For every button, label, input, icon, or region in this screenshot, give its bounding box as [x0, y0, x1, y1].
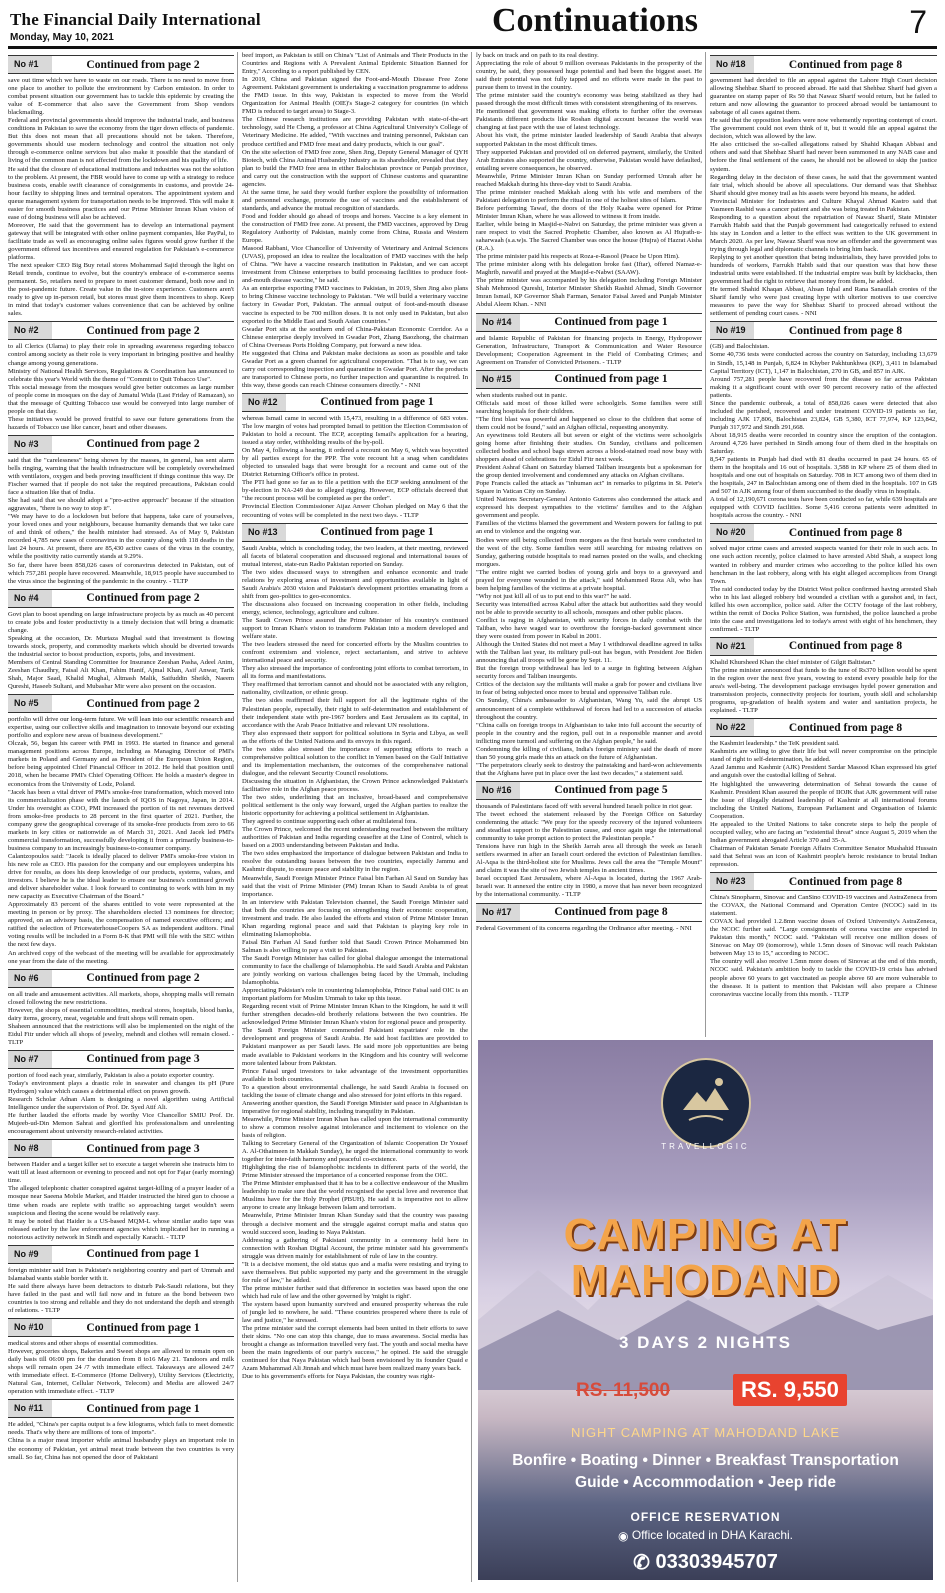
article-number: No #21	[710, 638, 754, 655]
article-title: Continued from page 1	[554, 373, 668, 386]
article-heading	[242, 393, 468, 412]
article-number: No #3	[8, 436, 52, 453]
article-title: Continued from page 2	[86, 592, 200, 605]
article-heading	[8, 1139, 234, 1158]
column-divider	[237, 52, 238, 1582]
ad-headline: CAMPING AT MAHODAND	[563, 1210, 848, 1305]
phone-number-text: 03303945707	[655, 1550, 778, 1573]
location-pin-icon: ◉	[617, 1528, 629, 1543]
article-body: Saudi Arabia, which is concluding today, the two leaders, at their meeting, reviewed all facets of bilateral cooperation and discussed regional and international issues of mutual interest, state-run Radio Pakistan reported on Sunday. The two sides discussed ways to strengthen and enhance economic and trade relations by exploring areas of investment and opportunities available in light of Saudi Arabia's 2030 vision and Pakistan's development priorities emanating from a shift from geo-politics to geo-economics. The discussions also focused on increasing cooperation in other fields, including energy, science, technology, agriculture and culture. The Saudi Crown Prince assured the Prime Minister of his country's continued support to Imran Khan's vision to transform Pakistan into a modern developed and welfare state. The two leaders stressed the need for concerted efforts by the Muslim countries to confront extremism and violence, reject sectarianism, and strive to achieve international peace and security. They also stressed the importance of confronting joint efforts to combat terrorism, in all its forms and manifestations. They reaffirmed that terrorism cannot and should not be associated with any religion, nationality, civilization, or ethnic group. The two sides reaffirmed their full support for all the legitimate rights of the Palestinian people, especially, their right to self-determination and establishment of their independent state with pre-1967 borders and East Jerusalem as its capital, in accordance with the Arab Peace Initiative and relevant UN resolutions. They also expressed their support for political solutions in Syria and Libya, as well as the efforts of the United Nations and its envoys in this regard. The two sides also stressed the importance of supporting efforts to reach a comprehensive political solution to the conflict in Yemen based on the Gulf Initiative and its implementation mechanism, the outcomes of the comprehensive national dialogue, and the relevant Security Council resolutions. Discussing the situation in Afghanistan, the Crown Prince acknowledged Pakistan's facilitative role in the Afghan peace process. The two sides, underlining that an inclusive, broad-based and comprehensive political settlement is the only way forward, urged the Afghan parties to realize the historic opportunity for achieving a political settlement in Afghanistan. They agreed to continue supporting each other at multilateral fora. The Crown Prince, welcomed the recent understanding reached between the military authorities of Pakistan and India regarding ceasefire at the Line of Control, which is based on a 2003 understanding between Pakistan and India. The two sides emphasized the importance of dialogue between Pakistan and India to resolve the outstanding issues between the two countries, especially Jammu and Kashmir dispute, to ensure peace and stability in the region. Meanwhile, Saudi Foreign Minister Prince Faisal bin Farhan Al Saud on Sunday has said that the visit of Prime Minister (PM) Imran Khan to Saudi Arabia is of great importance. In an interview with Pakistan Television channel, the Saudi Foreign Minister said that both the countries are focusing on strengthening their economic cooperation, investment and trade. He also lauded the efforts and vision of Prime Minister Imran Khan regarding regional peace and said that Pakistan is playing key role in eliminating Islamophobia. Faisal Bin Farhan Al Saud further told that Saudi Crown Prince Mohammed bin Salman is also willing to pay a visit to Pakistan. The Saudi Foreign Minister has called for global dialogue amongst the international community to face the challenge of Islamophobia. He said Saudi Arabia and Pakistan are jointly working on various challenges being faced by the Ummah, including Islamophobia. Appreciating Pakistan's role in countering Islamophobia, Prince Faisal said OIC is an important platform for Muslim Ummah to take up this issue. Regarding recent visit of Prime Minister Imran Khan to the Kingdom, he said it will further strengthen decades-old brotherly relations between the two countries. He acknowledged Prime Minister Imran Khan's vision for regional peace and prosperity. The Saudi Foreign Minister commended Pakistani expatriates' role in the development and progress of Saudi Arabia. He said host facilities are provided to Pakistani manpower as per Saudi laws. He said more job opportunities are being made available to Pakistani workers in the Kingdom and his country will welcome more talented labour from Pakistan. Prince Faisal urged investors to take advantage of the investment opportunities available in both countries. To a question about environmental challenge, he said Saudi Arabia is focused on tackling the issue of climate change and also stressed for joint efforts in this regard. Answering another question, the Saudi Foreign Minister said peace in Afghanistan is imperative for regional stability, including tranquility in Pakistan. Meanwhile, Prime Minister Imran Khan has called upon the international community to show a common resolve against intolerance and incitement to violence on the basis of religion. Talking to Secretary General of the Organization of Islamic Cooperation Dr Yousef A. Al-Othaimeen in Makkah Sunday), he urged the international community to work together for inter-faith harmony and peaceful co-existence. Highlighting the rise of Islamophobic incidents in different parts of the world, the Prime Minister stressed the importance of a concerted response from the OIC. The Prime Minister emphasised that it has to be a collective endeavour of the Muslim leadership to make sure that the world recognised the special love and reverence that Muslims have for the Holy Prophet (PBUH). He said it is imperative not to allow anyone to create any linkage between Islam and terrorism. Meanwhile, Prime Minister Imran Khan Sunday said that the country was passing through a decisive moment and the struggle against corrupt mafia and status quo would succeed soon, leading to Naya Pakistan. Addressing a gathering of Pakistani community in a ceremony held here in connection with Roshan Digital Account, the prime minister said his government's struggle was driven mainly for establishment of rule of law in the country. "It is a decisive moment, the old status quo and a mafia were resisting and trying to save themselves. But public supported my party and the government in the struggle for rule of law," he added. The prime minister further said that difference in societies was based upon the one which had rule of law and the other governed by 'might is right'. The system based upon humanity survived and ensured prosperity whereas the rule of jungle led to nowhere, he said. "These countries prospered where there is rule of law and justice," he stressed. The prime minister said the corrupt elements had been united in their efforts to save their skins. "No one can stop this change, due to mass awareness. Social media has brought a change as information travelled very fast. The youth and social media have been the main ingredients of our party's success," he opined. He said the struggle continued for that Naya Pakistan which had been envisioned by its founder Quaid e Azam Muhammad Ali Jinnah and which must have been realized many years back. Due to his government's efforts for Naya Pakistan, the country was right-	[242, 544, 468, 1381]
page-number: 7	[909, 4, 927, 40]
article	[710, 55, 937, 318]
article-number: No #15	[476, 371, 520, 388]
article-title: Continued from page 8	[788, 875, 903, 888]
article-number: No #10	[8, 1319, 52, 1336]
new-price: RS. 9,550	[733, 1374, 847, 1406]
article-number: No #18	[710, 56, 754, 73]
article-title: Continued from page 2	[86, 697, 200, 710]
brand-name: TRAVELLOGIC	[661, 1142, 750, 1151]
article	[476, 903, 702, 933]
issue-date: Monday, May 10, 2021	[10, 32, 114, 43]
paper-name: The Financial Daily International	[10, 10, 261, 29]
article-heading	[710, 637, 937, 656]
article-title: Continued from page 2	[86, 972, 200, 985]
article-heading	[476, 781, 702, 800]
section-title: Continuations	[492, 2, 698, 39]
article	[8, 1318, 234, 1396]
article	[710, 321, 937, 520]
article-number: No #11	[8, 1400, 52, 1417]
article-number: No #23	[710, 873, 754, 890]
article	[8, 1399, 234, 1461]
old-price: RS. 11,500	[576, 1380, 671, 1401]
article-title: Continued from page 1	[320, 396, 434, 409]
article-body: to all Clerics (Ulama) to play their role in spreading awareness regarding tobacco control among society as their role is very important in bringing positive and healthy change among young generations. Ministry of National Health Services, Regulations & Coordination has announced to celebrate this year's World with the theme of "Commit to Quit Tobacco Use". This social message from the mosques would give better outcomes as large number of people come in mosques on the day of Jumatul Wida (Last Friday of Ramazan), so that the message of Quitting Tobacco use would be conveyed into large number of people on that day. These initiatives would be proved fruitful to save our future generations from the hazards of Tobacco use like cancer, heart and other diseases.	[8, 343, 234, 431]
article	[476, 313, 702, 367]
article-title: Continued from page 1	[320, 526, 434, 539]
article-number: No #4	[8, 590, 52, 607]
article-number: No #14	[476, 314, 520, 331]
column-2	[242, 52, 468, 1582]
article-title: Continued from page 8	[554, 906, 668, 918]
article-heading	[710, 321, 937, 340]
column-divider	[705, 52, 706, 1037]
article-title: Continued from page 3	[86, 1142, 200, 1155]
article-number: No #8	[8, 1140, 52, 1157]
article	[8, 1245, 234, 1315]
article-body: Khalid Khursheed Khan the chief minister of Gilgit Baltistan." The prime minister announced that funds to the tune of Rs370 billion would be spent in the region over the next five years, vowing to extend every possible help for the area's well-being. The development package envisages hydel power generation and transmission projects, connectivity projects for tourism, youth skill and scholarship programs, up-gradation of health system and water and sanitation projects, he explained. - TLTP	[710, 658, 937, 715]
article-title: Continued from page 2	[86, 58, 200, 71]
article-heading	[8, 589, 234, 608]
article-heading	[8, 1245, 234, 1264]
trip-duration: 3 DAYS 2 NIGHTS	[619, 1333, 792, 1352]
article-title: Continued from page 2	[86, 438, 200, 451]
article	[710, 523, 937, 634]
article	[8, 589, 234, 691]
column-1	[8, 52, 234, 1582]
article	[476, 370, 702, 778]
article	[8, 1139, 234, 1241]
features-line-2: Guide • Accommodation • Jeep ride	[575, 1474, 836, 1491]
article-heading	[476, 903, 702, 922]
article-heading	[8, 435, 234, 454]
article-heading	[710, 872, 937, 891]
article	[8, 321, 234, 432]
article-number: No #13	[242, 524, 286, 541]
article-title: Continued from page 1	[86, 1248, 200, 1261]
article-body: portfolio will drive our long-term future. We will lean into our scientific research and expertise, using our collective skills and imagination to innovate beyond our existing portfolio and explore new areas of business development." Olczak, 56, began his career with PMI in 1993. He started in finance and general management positions across Europe, including as Managing Director of PMI's markets in Poland and Germany and as President of the European Union Region, before being appointed Chief Financial Officer in 2012. He held that position until 2018, when he became PMI's Chief Operating Officer. He holds a master's degree in economics from the University of Lodz, Poland. "Jacek has been a vital driver of PMI's smoke-free transformation, which moved into its commercialization phase with the launch of IQOS in Nagoya, Japan, in 2014. Under his oversight as COO, PMI increased the portion of its net revenues derived from smoke-free products to 28 percent in the first quarter of 2021. Further, the company grew the geographical coverage of its smoke-free products from zero to 66 markets in key cities or nationwide as of March 31, 2021. And Jacek led PMI's commercial transformation, successfully developing it from a primarily business-to-business company to an increasingly business-to-consumer company. Calantzopoulos said: "Jacek is ideally placed to deliver PMI's smoke-free vision in his new role as CEO. His passion for the company and our employees underpins his drive for results, as does his deep knowledge of our products, systems, values, and investors. I believe he is the ideal leader to ensure our business's continued growth and deliver shareholder value. I look forward to continuing to work with him in my new capacity as Executive Chairman of the Board." Approximately 83 percent of the shares entitled to vote were represented at the meeting in person or by proxy. The shareholders elected 13 nominees for director; approved, on an advisory basis, the compensation of named executive officers; and ratified the selection of PricewaterhouseCoopers SA as independent auditors. Final voting results will be included in a Form 8-K that PMI will file with the SEC within the next few days. An archived copy of the webcast of the meeting will be available for approximately one year from the date of the meeting.	[8, 716, 234, 965]
column-3	[476, 52, 702, 1037]
office-location	[478, 1528, 933, 1543]
article-number: No #5	[8, 695, 52, 712]
article-number: No #1	[8, 56, 52, 73]
ad-features	[478, 1450, 933, 1494]
phone-icon: ✆	[633, 1552, 650, 1574]
article-body: medical stores and other shops of essential commodities. However, groceries shops, Bakeries and Sweet shops are allowed to remain open on daily basis till 06:00 pm for the duration from 8 to16 May 21. Tandoors and milk shops will remain open 24 /7 with immediate effect. Takeaways are allowed 24/7 with immediate effect. E-Commerce (Home Delivery), Utility Services (Electricity, Natural Gas, Internet, Cellular Network, Telecom) and Media are allowed 24/7 operation with immediate effect. - TLTP	[8, 1340, 234, 1396]
article	[710, 637, 937, 715]
article-heading	[710, 523, 937, 542]
article-number: No #9	[8, 1246, 52, 1263]
article-heading	[8, 55, 234, 74]
article-heading	[8, 1399, 234, 1418]
masthead	[10, 10, 261, 43]
article-title: Continued from page 8	[788, 721, 903, 734]
article-body: foreign minister said Iran is Pakistan's neighboring country and part of Ummah and Islamabad wants stable border with it. He said there always have been detractors to disturb Pak-Saudi relations, but they have failed in the past and will fail now and in future as the bond between two countries is too strong and reliable and they do not understand the depth and strength of relations. - TLTP	[8, 1266, 234, 1314]
camping-advertisement[interactable]	[478, 1040, 933, 1580]
article-title: Continued from page 1	[554, 316, 668, 328]
article-body: Federal Government of its concerns regarding the Ordinance after meeting. - NNI	[476, 924, 692, 932]
article-heading	[8, 1318, 234, 1337]
article	[8, 55, 234, 318]
article-number: No #7	[8, 1051, 52, 1068]
column-4	[710, 52, 937, 1037]
article-number: No #2	[8, 322, 52, 339]
article-body: thousands of Palestinians faced off with several hundred Israeli police in riot gear. The tweet echoed the statement released by the Foreign Office on Saturday condemning the attack: "We pray for the speedy recovery of the injured volunteers and steadfast support to the Palestinian cause, and once again urge the international community to take prompt action to protect the Palestinian people." Tensions have run high in the Sheikh Jarrah area all through the week as Israeli settlers swarmed in after an Israeli court ordered the eviction of Palestinian families. Al-Aqsa is the third-holiest site for Muslims. Jews call the area the "Temple Mount" and claim it was the site of two Jewish temples in ancient times. Israel occupied East Jerusalem, where Al-Aqsa is located, during the 1967 Arab-Israeli war. It annexed the entire city in 1980, a move that has never been recognized by the international community. - TLTP	[476, 802, 702, 899]
article-number: No #16	[476, 782, 520, 799]
ad-subtitle: NIGHT CAMPING AT MAHODAND LAKE	[570, 1425, 841, 1440]
article-heading	[242, 523, 468, 542]
article-body: whereas Ismail came in second with 15,473, resulting in a difference of 683 votes. The low margin of votes had prompted Ismail to petition the Election Commission of Pakistan to hold a recount. The ECP, accepting Ismail's application for a hearing, issued a stay order, withholding results of the by-poll. On May 4, following a hearing, it ordered a recount on May 6, which was boycotted by all parties except for the PPP. The vote recount hit a snag when candidates objected to unsealed bags that were brought for a recount and came out of the District Returning Officer's office in protest. The PTI had gone so far as to file a petition with the ECP seeking annulment of the by-election in NA-249 due to alleged rigging. However, ECP officials decreed that "the recount process will be completed as per the order". Provincial Election Commissioner Aijaz Anwer Chohan pledged on May 6 that the recounting of votes will be completed in the next two days. - TLTP	[242, 414, 468, 519]
article-number: No #12	[242, 394, 286, 411]
article-body: the Kashmiri leadership." the TeK president said. Kashmiris are willing to give their life but will never compromise on the principle stand of right to self-determination, he added. Azad Jammu and Kashmir (AJK) President Sardar Masood Khan expressed his grief and anguish over the custodial killing of Sehrai. He highlighted the unwavering determination of Sehrai towards the cause of Kashmir. President Khan assured the people of IIOJK that AJK government will raise the issue of illegally detained leadership of Kashmir at all international forums including the United Nations, European Parliament and Organisation of Islamic Cooperation. He appealed to the United Nations to take concrete steps to help the people of occupied valley, who are facing an "existential threat" since August 5, 2019 when the Indian government abrogated Article 370 and 35-A. Chairman of Pakistan Senate Foreign Affairs Committee Senator Mushahid Hussain said that Sehrai was an icon of Kashmiri people's heroic resistance to brutal Indian repression.	[710, 740, 937, 868]
page-header	[0, 0, 945, 46]
article-title: Continued from page 8	[788, 58, 903, 71]
features-line-1: Bonfire • Boating • Dinner • Breakfast Transportation	[512, 1452, 899, 1469]
article-number: No #22	[710, 719, 754, 736]
article-number: No #6	[8, 970, 52, 987]
article-body: (GB) and Balochistan. Some 40,736 tests were conducted across the country on Saturday, including 13,679 in Sindh, 15,148 in Punjab, 6,824 in Khyber Pakhtunkhwa (KP), 3,411 in Islamabad Capital Territory (ICT), 1,147 in Balochistan, 270 in GB, and 857 in AJK. Around 757,281 people have recovered from the disease so far across Pakistan making it a significant count with over 90 percent recovery ratio of the affected patients. Since the pandemic outbreak, a total of 858,026 cases were detected that also included the perished, recovered and under treatment COVID-19 patients so far, including AJK 17,806, Balochistan 23,824, GB 5,380, ICT 77,974, KP 123,842, Punjab 317,972 and Sindh 291,668. About 18,915 deaths were recorded in country since the eruption of the contagion. Around 4,726 have perished in Sindh among four of them died in the hospitals on Saturday. 8,547 patients in Punjab had died with 81 deaths occurred in past 24 hours. 65 of them in the hospitals and 16 out of hospitals. 3,588 in KP where 25 of them died in hospitals and one out of hospitals on Saturday. 708 in ICT among two of them died in the hospitals, 247 in Balochistan among one of them died in the hospitals. 107 in GB and 507 in AJK among four of them succumbed to the deadly virus in hospitals. A total of 12,190,671 corona tests have been conducted so far, while 639 hospitals are equipped with COVID facilities. Some 5,416 corona patients were admitted in hospitals across the country. - NNI	[710, 343, 937, 520]
article-body: Govt plan to boost spending on large infrastructure projects by as much as 40 percent to create jobs and foster productivity is a timely decision that will bring a dramatic change. Speaking at the occasion, Dr. Murtaza Mughal said that investment is flowing towards stock, property, and commodity markets which should be diverted towards the industrial sector to boost production, exports, jobs, and investment. Members of Central Standing Committee for Insurance Zeeshan Pasha, Adeel Anim, Zeeshan Chaudhry, Faisal Ali Khan, Fahim Hanif, Ajmal Khan, Asif Anwar, Tarik Shah, Major Saad, Khalid Mughal, Altmash Malik, Saifuddin Sheikh, Naeem Qureshi, Haseeb Sultani, and Mubashar Mir were also present on the occasion.	[8, 610, 234, 691]
article-heading	[710, 55, 937, 74]
article-body: portion of food each year, similarly, Pakistan is also a potato exporter country. Today's environment plays a drastic role in seawater and changes its pH (Pure Hydrogen) value which causes a detrimental effect on prawn growth. Research Scholar Adnan Alam is designing a novel algorithm using Artificial Intelligence under the supervision of Prof. Dr. Syed Atif Ali. He further lauded the efforts made by worthy Vice Chancellor SMIU Prof. Dr. Mujeeb-ud-Din Memon Sahrai and glorified his professionalism and unrelenting encouragement about university research-related activities.	[8, 1071, 234, 1136]
article-title: Continued from page 8	[788, 640, 903, 653]
article-number: No #19	[710, 322, 754, 339]
article-title: Continued from page 5	[554, 784, 668, 797]
article-title: Continued from page 2	[86, 324, 200, 337]
article-heading	[8, 969, 234, 988]
article-heading	[8, 321, 234, 340]
article-body: and Islamic Republic of Pakistan for financing projects in Energy, Hydropower Generation, Infrastructure, Transport & Communication and Water Resource Development; Cooperation Agreement in the Field of Combating Crimes; and Agreement on Transfer of Convicted Prisoners. - TLTP	[476, 334, 702, 366]
article	[8, 435, 234, 586]
travel-logo-icon	[661, 1058, 751, 1148]
article-heading	[710, 718, 937, 737]
article-body: ly back on track and on path to its real destiny. Appreciating the role of about 9 million overseas Pakistanis in the prosperity of the country, he said, they possessed huge potential and had been the biggest asset. He said their potential was not fully tapped and no efforts were made in the past to pursue them to invest in the country. The prime minister said the country's economy was being stabilized as they had passed through the most difficult times with consistent strengthening of its reserves. He mentioned that government was making efforts to further offer the overseas Pakistanis different products like Roshan digital account because the world was changing at fast pace with the use of latest technology. About his visit, the prime minister lauded leadership of Saudi Arabia that always supported Pakistan in the most difficult times. They supported Pakistan and provided oil on deferred payment, similarly, the United Arab Emirates also supported the country, otherwise, Pakistan would have defaulted, entailing severe consequences, he observed. Meanwhile, Prime Minister Imran Khan on Sunday performed Umrah after he reached Makkah during his three-day visit to Saudi Arabia. The prime minister reached Makkah along with his wife and members of the Pakistani delegation to perform the ritual in one of the holiest sites of Islam. Before performing Tawaf, the doors of the Holy Kaaba were opened for Prime Minister Imran Khan, where he was allowed to witness it from inside. Earlier, while being in Masjid-e-Nabvi on Saturday, the prime minister was given a rare respect to visit the Sacred Prophetic Chamber, also known as Al Hujrath-u-saharwaah (s.a.w)s. The Sacred Chamber was once the house (Hujra) of Hazrat Aisha (R.A.). The prime minister paid his respects at Roza-e-Rasool (Peace be Upon Him). The prime minister along with his delegation broke fast (Iftar), offered Namaz-e-Maghrib, nawafil and prayed at the Masjid-e-Nabwi (SAAW). The prime minister was accompanied by his delegation including Foreign Minister Shah Mehmood Qureshi, Interior Minister Sheikh Rashid Ahmad, Sindh Governor Imran Ismail, KP Governor Shah Farman, Senator Faisal Javed and Punjab Minister Abdul Aleem Khan. - NNI	[476, 52, 702, 309]
article	[710, 718, 937, 869]
article	[242, 52, 468, 390]
article-heading	[476, 370, 702, 389]
article	[710, 872, 937, 999]
article-body: He added, "China's per capita output is a few kilograms, which fails to meet domestic needs. That's why there are millions of tons of imports". China is a major meat importer while animal husbandry plays an important role in the economy of Pakistan, yet animal meat trade between the two countries is very small. So far, China has not opened the door of Pakistani	[8, 1421, 234, 1461]
header-rule	[8, 46, 937, 49]
article-heading	[8, 694, 234, 713]
article-body: China's Sinopharm, Sinovac and CanSino COVID-19 vaccines and AstraZeneca from the COVAX, the National Command and Operation Centre (NCOC) said in its statement. COVAX had provided 1.2.8mn vaccine doses of Oxford University's AstraZeneca, the NCOC further said. "Large consignments of corona vaccine are expected in Pakistan this month," NCOC said. "Pakistan will receive one million doses of Sinovac on May 09 (tomorrow), while 1.5mn doses of Sinovac will reach Pakistan between May 13 to 15," according to NCOC. The country will also receive 1.5mn more doses of Sinovac at the end of this month, NCOC said. Pakistan's ambition body to tackle the COVID-19 crisis has advised people above 60 years to get vaccinated as people above 60 are more vulnerable to the disease. It is patient to mention that Pakistan will also prepare a Chinese coronavirus vaccine locally from this month. - TLTP	[710, 894, 937, 998]
article-title: Continued from page 1	[86, 1402, 200, 1415]
article-title: Continued from page 8	[788, 324, 903, 337]
article-title: Continued from page 1	[86, 1321, 200, 1334]
article-number: No #17	[476, 904, 520, 921]
reservation-label: OFFICE RESERVATION	[630, 1510, 781, 1524]
article	[242, 393, 468, 520]
article-heading	[8, 1050, 234, 1069]
office-location-text: Office located in DHA Karachi.	[631, 1528, 794, 1542]
article	[8, 969, 234, 1047]
article	[476, 52, 702, 310]
phone-number[interactable]	[478, 1550, 933, 1575]
article-body: said that the "carelessness" being shown by the masses, in general, has sent alarm bells ringing, warning that the health infrastructure will be completely overwhelmed with ventilators, oxygen and beds proving insufficient if things continue this way. Dr Fischer warned that if people do not take the required precautions, Pakistan could face a situation like that of India. She had said that we should adopt a "pro-active approach" because if the situation aggravates, "there is no way to stop it". "We may have to do a lockdown but before that happens, take care of yourselves, your loved ones and your neighbours, because humanity demands that we take care of and think of others," the health minister had stressed. As of May 9, Pakistan recorded 4,785 new cases of coronavirus in the country along with 118 deaths in the last 24 hours. At present, there are 85,430 active cases of the virus in the country, while the positivity ratio currently stands at 9.29%. So far, there have been 858,026 cases of coronavirus detected in Pakistan, out of which 757,281 people have recovered. Meanwhile, 18,915 people have succumbed to the virus since the beginning of the pandemic in the country. - TLTP	[8, 456, 234, 585]
article	[476, 781, 702, 900]
article	[242, 523, 468, 1382]
article-body: when students rushed out in panic. Officials said most of those killed were schoolgirls. Some families were still searching hospitals for their children. "The first blast was powerful and happened so close to the children that some of them could not be found," said an Afghan official, requesting anonymity. An eyewitness told Reuters all but seven or eight of the victims were schoolgirls going home after finishing their studies. On Sunday, civilians and policemen collected bodies and school bags strewn across a blood-stained road now busy with shoppers ahead of celebrations for Eidul Fitr next week. President Ashraf Ghani on Saturday blamed Taliban insurgents but a spokesman for the group denied involvement and condemned any attacks on Afghan civilians. Pope Francis called the attack as "inhuman act" in remarks to pilgrims in St. Peter's Square in Vatican City on Sunday. United Nations Secretary-General Antonio Guterres also condemned the attack and expressed his deepest sympathies to the victims' families and to the Afghan government and people. Families of the victims blamed the government and Western powers for failing to put an end to violence and the ongoing war. Bodies were still being collected from morgues as the first burials were conducted in the west of the city. Some families were still searching for missing relatives on Sunday, gathering outside hospitals to read names posted on the walls, and checking morgues. "The entire night we carried bodies of young girls and boys to a graveyard and prayed for everyone wounded in the attack," said Mohammed Reza Ali, who has been helping families of the victims at a private hospital. "Why not just kill all of us to put end to this war?" he said. Security was intensified across Kabul after the attack but authorities said they would not be able to provide security to all schools, mosques and other public places. Conflict is raging in Afghanistan, with security forces in daily combat with the Taliban, who have waged war to overthrow the foreign-backed government since they were ousted from power in Kabul in 2001. Although the United States did not meet a May 1 withdrawal deadline agreed in talks with the Taliban last year, its military pull-out has begun, with President Joe Biden announcing that all troops will be gone by Sept. 11. But the foreign troop withdrawal has led to a surge in fighting between Afghan security forces and Taliban insurgents. Critics of the decision say the militants will make a grab for power and civilians live in fear of being subjected once more to brutal and oppressive Taliban rule. On Sunday, China's ambassador to Afghanistan, Wang Yu, said the abrupt US announcement of a complete withdrawal of forces had led to a succession of attacks throughout the country. "China calls on foreign troops in Afghanistan to take into full account the security of people in the country and the region, pull out in a responsible manner and avoid inflicting more turmoil and suffering on the Afghan people," he said. Condemning the killing of civilians, India's foreign ministry said the death of more than 50 young girls made this an attack on the future of Afghanistan. "The perpetrators clearly seek to destroy the painstaking and hard-won achievements that the Afghans have put in place over the last two decades," a statement said.	[476, 391, 702, 777]
article-body: solved major crime cases and arrested suspects wanted for their role in such acts. In one such action recently, police claimed to have arrested Abid Shah, a suspect long wanted in robbery and murder crimes who according to the police killed his own henchman in the last robbery, along with his eight alleged accomplices from Orangi Town. The raid conducted today by the District West police confirmed having arrested Shah who in his last alleged robbery bid wounded a civilian with a gunshot and, in fact, killed his own accomplice, police said. After the CCTV footage of the last robbery, within the remit of Docks Police Station, was furnished, the police launched a probe into the case and investigations led to today's arrest with eight of his henchmen, they confirmed. - TLTP	[710, 545, 937, 633]
article-body: government had decided to file an appeal against the Lahore High Court decision allowing Shehbaz Sharif to proceed abroad. He said that Shehbaz Sharif had given a guarantee on stamp paper of Rs 50 that Nawaz Sharif would return, but he failed to return and now allowing the guarantor to proceed abroad would be tantamount to sabotage of all cases against them. He said that the opposition leaders were now vehemently reporting contempt of court. The government could not even think of it, but it would file an appeal against the decision, which was allowed by the law. He also criticised the so-called allegations raised by Shahid Khaqan Abbasi and others and said that Shehbaz Sharif had never been summoned in any NAB case and before the final settlement of the cases, he should not be allowed to skip the justice system. Regarding delay in the decision of these cases, he said that the government wanted fair trial, which should be above all speculations. Our demand was that Shehbaz Sharif should give money trail as his assets were beyond his means, he added. Provincial Minister for Industries and Culture Khayal Ahmad Kastro said that Yasmeen Rashid was a cancer patient and she was being treated in Pakistan. Responding to a question about the repatriation of Nawaz Sharif, State Minister Farrukh Habib said that the Punjab government had categorically refused to extend his stay in London and a letter to the effect was written to the UK government in March 2020. As per law, Nawaz Sharif was now an offender and the government was trying through legal and diplomatic channels to bring him back. Replying to yet another question that being industrialists, they have provided jobs to hundreds of workers, Farrukh Habib said that our question was that how these industrial units were established. If the industrial empire was built by kickbacks, then government had the right to retrieve that money from them, he added. He termed Shahid Khaqan Abbasi, Ahsan Iqbal and Rana Sanaullah cronies of the Sharif family who were just creating hype with ulterior motives to use coercive measures to pave the way for Shehbaz Sharif to proceed abroad without the settlement of pending court cases. - NNI	[710, 77, 937, 318]
article-heading	[476, 313, 702, 332]
article-body: beef import, as Pakistan is still on China's "List of Animals and Their Products in the Countries and Regions with A Prevalent Animal Epidemic Situation Banned for Entry," According to a report published by CEN. In 2019, China and Pakistan signed the Foot-and-Mouth Disease Free Zone Agreement. Pakistani government is undertaking a vaccination programme to address the FMD issue. In this way, Pakistan is expected to move from the World Organization for Animal Health (OIE)'s Stage-2 category for countries (in which FMD is reduced to target areas) to Stage-3. The Chinese research institutions are providing Pakistan with state-of-the-art technology, said He Cheng, a professor at China Agricultural University's College of Veterinary Medicine. He added, "With vaccines and training personnel, Pakistan can produce certified and FMD free meat and dairy products, which is our goal". On the site selection of FMD free zone, Shen Jing, Deputy General Manager of QYH Biotech, with China Animal Husbandry Industry as its shareholder, revealed that they plan to build the FMD free area in either Balochistan province or Punjab province, and carry out the construction with the support of Chinese customs and quarantine agencies. At the same time, he said they would further explore the possibility of information and personnel exchange, promote the use of vaccines and the establishment of standards, and advance the mutual recognition of standards. Food and fodder should go ahead of troops and horses. Vaccine is a key element in the construction of FMD free zone. At present, the FMD vaccines, approved by Drug Regulatory Authority of Pakistan, mainly come from China, Russia and Western Europe. Masood Rabbani, Vice Chancellor of University of Veterinary and Animal Sciences (UVAS), proposed an idea to realize the localization of FMD vaccines with the help of China. "We have a vaccine research institution in Pakistan, and we can accept investment from Chinese enterprises to build processing facilities to produce foot-and-mouth disease vaccine," he said. As an enterprise exporting FMD vaccines to Pakistan, in 2019, Shen Jing also plans to bring Chinese vaccine technology to Pakistan. "We will build a veterinary vaccine factory in Gwadar Port, Pakistan. The annual output of foot-and-mouth disease vaccine is expected to be 700 million doses. It is not only used in Pakistan, but also exported to the Middle East and South Asian countries." Gwadar Port sits at the southern end of China-Pakistan Economic Corridor. As a Chinese enterprise deeply involved in Gwadar Port, Zhang Baozhong, the chairman of China Overseas Ports Holding Company, put forward a new idea. He suggested that China and Pakistan make decisions as soon as possible and take Gwadar Port as a green channel for agricultural cooperation. "That is to say, we can carry out corresponding inspection and quarantine in Gwadar Port. After the products are transported to Chinese ports, no further inspection and quarantine is required. In this way, these goods can reach Chinese consumers directly." - NNI	[242, 52, 468, 389]
article-body: save out time which we have to waste on our roads. There is no need to move from one place to another to pollute the environment by Carbon emission. In order to combat present situation our government has to tackle this epidemic by creating the value of E-commerce that also save the Government from Shop vendors blackmailing. Federal and provincial governments should improve the industrial trade, and business conditions in Pakistan to save the economy from the tiger down effects of pandemic. But this does not mean that all precautions should not be taken. Therefore, governments should use modern technology and control the situation not only through e-commerce online services but also make it possible that the standard of living of the common man is not affected from the lockdown and his quality of life. He said that the closure of educational institutions and industries was not the solution to the problem. At present, the FBR would have to come up with a strategy to reduce business costs, enable swift clearance of consignments in customs, and provide 24-hour facility to shipping lines and terminal operators. The appointment system and queue management system for transportation needs to be improved. This will make it easier for smooth business practices and our Prime Minister Imran Khan vision of ease of doing business will also be achieved. Moreover, He said that the government has to develop an international payment gateway that will be integrated with other online payment companies, like PayPal, to facilitate trade as well as encouraging online sales figures would grow further if the government offered tax incentives and ensured regulation for Pakistan's e-commerce platforms. The next speaker CEO Big Buy retail stores Mohammad Sajid through the light on Retail trends, continue to evolve, but the country's embrace of e-commerce seems permanent. So, retailers need to prepare to meet customer demand, both now and in the post-pandemic future. Create value in the in-store experience. Customers aren't ready to give up in-person retail, but stores must give them incentives to shop. Keep in mind that today's customer values convenience that can be achieved by online sales.	[8, 77, 234, 318]
article-number: No #20	[710, 524, 754, 541]
article-body: on all trade and amusement activities. All markets, shops, shopping malls will remain closed following the new restrictions. However, the shops of essential commodities, medical stores, hospitals, blood banks, dairy items, grocery, meat, vegetable and fruit shops will remain open. Shaheen announced that the restrictions will also be implemented on the night of the Eidul Fitr under which all shops of jewelry, mehndi and clothes will remain closed. - TLTP	[8, 990, 234, 1046]
article	[8, 1050, 234, 1136]
article-title: Continued from page 3	[86, 1053, 200, 1066]
article-title: Continued from page 8	[788, 526, 903, 539]
article	[8, 694, 234, 965]
column-divider	[471, 52, 472, 1582]
article-body: between Haider and a target killer set to execute a target wherein she instructs him to wait till at least afternoon or evening to proceed and not opt for Fajar (early morning) time. The alleged telephonic chatter conspired against target-killing of a prayer leader of a mosque near Saeena Mobile Market, and Haider instructed the hired gun to choose a time when roads are replete with traffic so approaching target wouldn't seem suspicious and fleeing the scene would be relatively easy. It may be noted that Haider is a US-based MQM-L whose similar audio tape was released earlier by the law enforcement agencies which implicated her in running a notorious activity network in Sindh and especially Karachi. - TLTP	[8, 1161, 234, 1241]
